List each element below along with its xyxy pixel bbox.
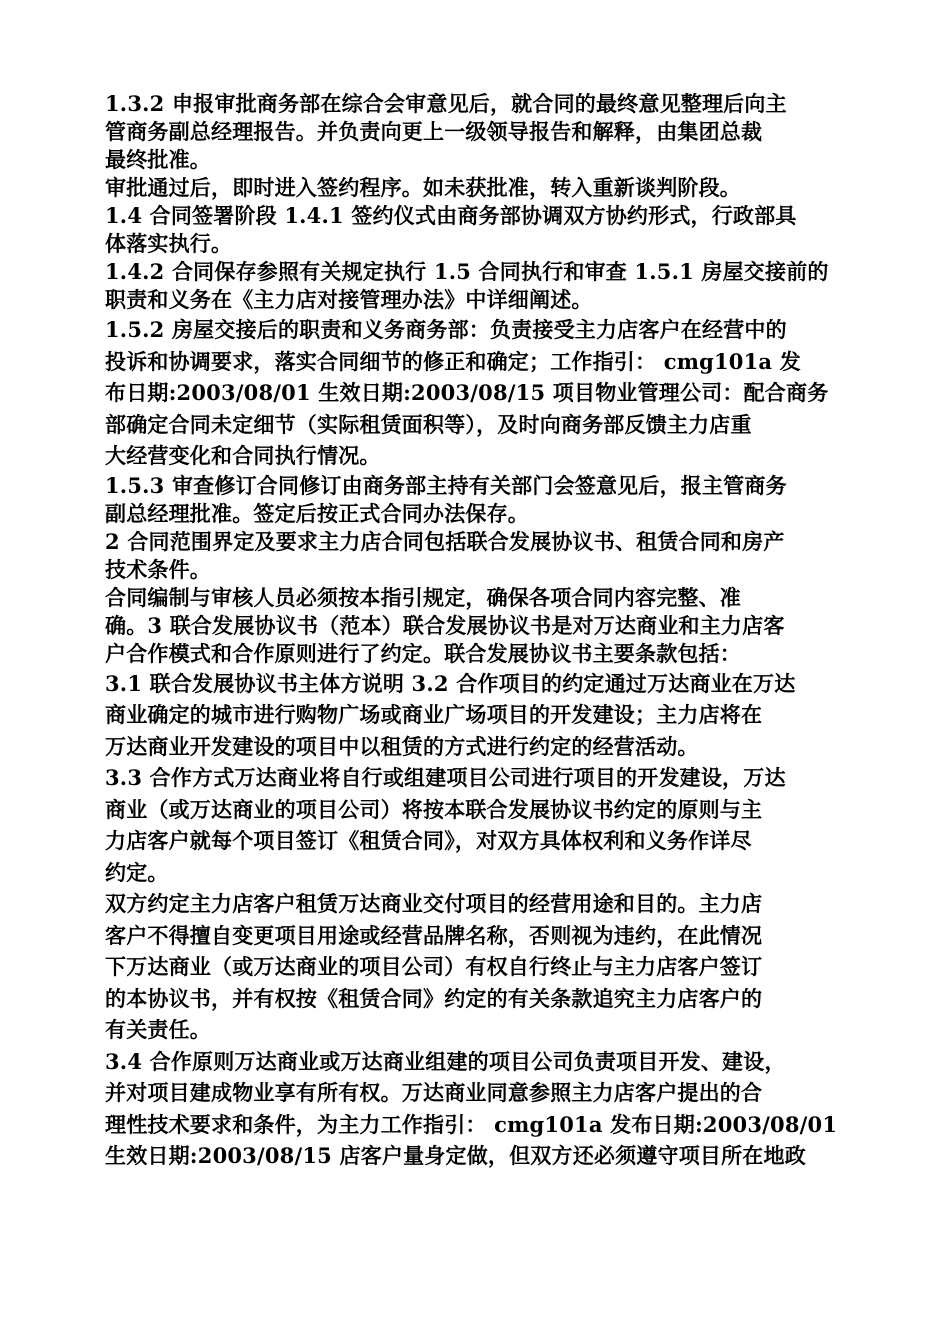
text-line: 最终批准。: [105, 147, 211, 172]
text-line: 合同编制与审核人员必须按本指引规定，确保各项合同内容完整、准: [105, 584, 741, 610]
text-line: 管商务副总经理报告。并负责向更上一级领导报告和解释，由集团总裁: [105, 119, 763, 144]
paragraph: [105, 314, 855, 472]
text-line: 体落实执行。: [105, 231, 233, 256]
text-line: 并对项目建成物业享有所有权。万达商业同意参照主力店客户提出的合: [105, 1080, 763, 1105]
text-line: 副总经理批准。签定后按正式合同办法保存。: [105, 500, 529, 526]
text-line: 1.4.2 合同保存参照有关规定执行 1.5 合同执行和审查 1.5.1 房屋交接前的: [105, 259, 829, 284]
text-line: 下万达商业（或万达商业的项目公司）有权自行终止与主力店客户签订: [105, 954, 763, 979]
paragraph: [105, 528, 855, 584]
text-line: 审批通过后，即时进入签约程序。如未获批准，转入重新谈判阶段。: [105, 175, 741, 200]
text-line: 确。3 联合发展协议书（范本）联合发展协议书是对万达商业和主力店客: [105, 612, 785, 638]
text-line: 职责和义务在《主力店对接管理办法》中详细阐述。: [105, 287, 593, 312]
text-line: 1.4 合同签署阶段 1.4.1 签约仪式由商务部协调双方协约形式，行政部具: [105, 203, 797, 228]
paragraph: [105, 90, 855, 174]
text-line: 投诉和协调要求，落实合同细节的修正和确定；工作指引： cmg101a 发: [105, 348, 801, 374]
text-line: 部确定合同未定细节（实际租赁面积等），及时向商务部反馈主力店重: [105, 411, 752, 437]
text-line: 3.1 联合发展协议书主体方说明 3.2 合作项目的约定通过万达商业在万达: [105, 670, 796, 696]
paragraph: [105, 472, 855, 528]
text-line: 力店客户就每个项目签订《租赁合同》，对双方具体权利和义务作详尽: [105, 828, 752, 853]
text-line: 万达商业开发建设的项目中以租赁的方式进行约定的经营活动。: [105, 733, 699, 759]
text-line: 双方约定主力店客户租赁万达商业交付项目的经营用途和目的。主力店: [105, 891, 763, 916]
paragraph: [105, 584, 855, 668]
paragraph: [105, 1046, 855, 1172]
paragraph: [105, 888, 855, 1046]
text-line: 3.3 合作方式万达商业将自行或组建项目公司进行项目的开发建设，万达: [105, 765, 786, 790]
text-line: 1.5.2 房屋交接后的职责和义务商务部：负责接受主力店客户在经营中的: [105, 317, 787, 342]
text-line: 商业确定的城市进行购物广场或商业广场项目的开发建设；主力店将在: [105, 702, 763, 727]
text-line: 3.4 合作原则万达商业或万达商业组建的项目公司负责项目开发、建设，: [105, 1048, 786, 1074]
text-line: 1.5.3 审查修订合同修订由商务部主持有关部门会签意见后，报主管商务: [105, 472, 787, 498]
text-line: 技术条件。: [105, 556, 211, 582]
text-line: 大经营变化和合同执行情况。: [105, 443, 381, 468]
paragraph: [105, 202, 855, 258]
text-line: 布日期:2003/08/01 生效日期:2003/08/15 项目物业管理公司：配合商务: [105, 380, 829, 405]
paragraph: [105, 668, 855, 763]
text-line: 理性技术要求和条件，为主力工作指引： cmg101a 发布日期:2003/08/01: [105, 1111, 838, 1137]
text-line: 客户不得擅自变更项目用途或经营品牌名称，否则视为违约，在此情况: [105, 922, 763, 948]
text-line: 户合作模式和合作原则进行了约定。联合发展协议书主要条款包括：: [105, 640, 741, 666]
paragraph: [105, 174, 855, 202]
text-line: 的本协议书，并有权按《租赁合同》约定的有关条款追究主力店客户的: [105, 985, 763, 1011]
text-line: 商业（或万达商业的项目公司）将按本联合发展协议书约定的原则与主: [105, 796, 763, 822]
document-page: [105, 90, 855, 1172]
text-line: 有关责任。: [105, 1017, 211, 1042]
text-line: 约定。: [105, 859, 169, 885]
text-line: 生效日期:2003/08/15 店客户量身定做，但双方还必须遵守项目所在地政: [105, 1143, 806, 1168]
paragraph: [105, 762, 855, 888]
paragraph: [105, 258, 855, 314]
text-line: 2 合同范围界定及要求主力店合同包括联合发展协议书、租赁合同和房产: [105, 528, 785, 554]
text-line: 1.3.2 申报审批商务部在综合会审意见后，就合同的最终意见整理后向主: [105, 91, 787, 116]
